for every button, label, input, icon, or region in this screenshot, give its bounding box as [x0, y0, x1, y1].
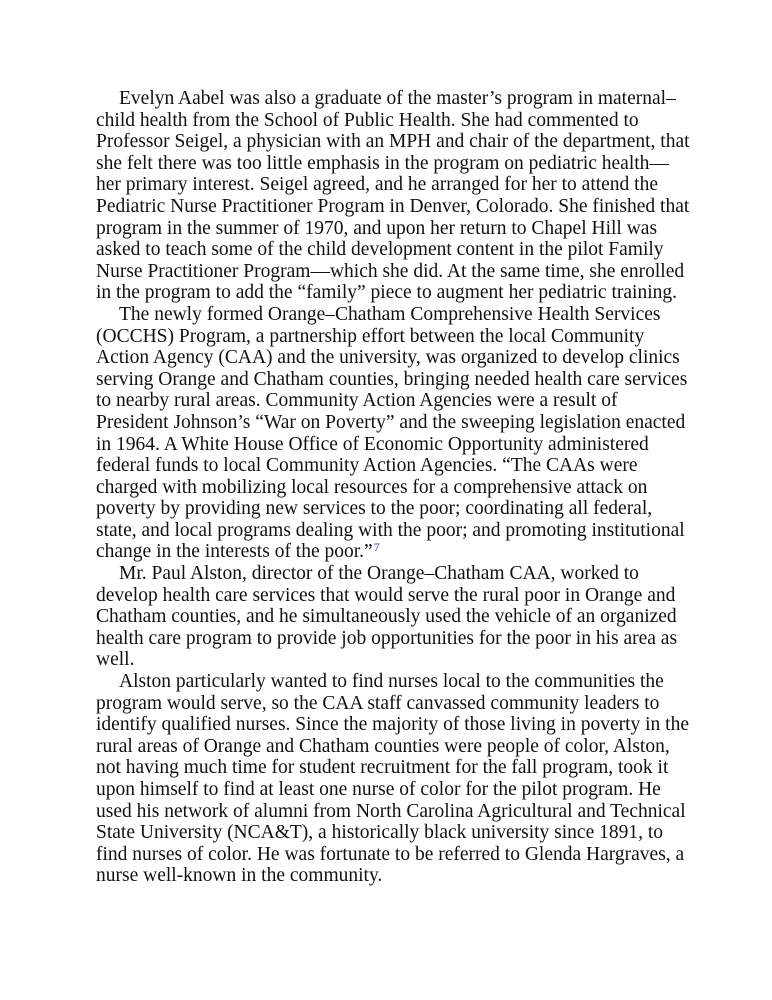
text-line: program would serve, so the CAA staff canvassed community leaders to — [96, 692, 660, 714]
text-line: find nurses of color. He was fortunate to be referred to Glenda Hargraves, a — [96, 843, 685, 865]
text-line: her primary interest. Seigel agreed, and he arranged for her to attend the — [96, 174, 659, 196]
text-line: program in the summer of 1970, and upon her return to Chapel Hill was — [96, 217, 658, 239]
text-line: Nurse Practitioner Program—which she did. At the same time, she enrolled — [96, 260, 685, 282]
text-line: Chatham counties, and he simultaneously used the vehicle of an organized — [96, 606, 677, 628]
text-line: asked to teach some of the child development content in the pilot Family — [96, 239, 664, 261]
text-line: upon himself to find at least one nurse of color for the pilot program. He — [96, 779, 661, 800]
text-line: state, and local programs dealing with the poor; and promoting institutional — [96, 519, 685, 541]
text-line: well. — [96, 649, 135, 671]
text-line: to nearby rural areas. Community Action Agencies were a result of — [96, 390, 618, 412]
paragraph-nurse-recruitment — [96, 671, 690, 887]
text-line: Evelyn Aabel was also a graduate of the master’s program in maternal– — [119, 88, 676, 109]
text-line: not having much time for student recruitment for the fall program, took it — [96, 757, 669, 779]
text-line: rural areas of Orange and Chatham counties were people of color, Alston, — [96, 735, 670, 757]
text-line: nurse well-known in the community. — [96, 865, 383, 887]
document-page — [96, 88, 690, 887]
text-line: in the program to add the “family” piece to augment her pediatric training. — [96, 282, 677, 304]
text-line: serving Orange and Chatham counties, bringing needed health care services — [96, 368, 688, 390]
paragraph-occhs-program — [96, 303, 688, 563]
text-line: charged with mobilizing local resources for a comprehensive attack on — [96, 476, 648, 498]
text-line: The newly formed Orange–Chatham Comprehensive Health Services — [119, 303, 661, 325]
text-line: in 1964. A White House Office of Economic Opportunity administered — [96, 433, 649, 455]
text-line: federal funds to local Community Action Agencies. “The CAAs were — [96, 455, 638, 477]
text-line-with-footnote — [96, 541, 680, 563]
text-line: she felt there was too little emphasis in the program on pediatric health— — [96, 152, 669, 174]
footnote-reference-link[interactable]: 7 — [373, 540, 380, 555]
text-line: (OCCHS) Program, a partnership effort between the local Community — [96, 325, 645, 347]
text-line: change in the interests of the poor.” — [96, 541, 373, 563]
text-line: State University (NCA&T), a historically black university since 1891, to — [96, 822, 664, 844]
text-line: used his network of alumni from North Carolina Agricultural and Technical — [96, 800, 686, 822]
text-line: identify qualified nurses. Since the majority of those living in poverty in the — [96, 714, 690, 736]
text-line: Alston particularly wanted to find nurses local to the communities the — [119, 671, 664, 693]
text-line: President Johnson’s “War on Poverty” and the sweeping legislation enacted — [96, 411, 686, 433]
text-line: develop health care services that would serve the rural poor in Orange and — [96, 584, 676, 606]
text-line: health care program to provide job opportunities for the poor in his area as — [96, 627, 678, 649]
text-line: Pediatric Nurse Practitioner Program in Denver, Colorado. She finished that — [96, 195, 690, 217]
text-line: Action Agency (CAA) and the university, was organized to develop clinics — [96, 347, 680, 369]
paragraph-paul-alston — [96, 563, 680, 671]
text-line: child health from the School of Public Health. She had commented to — [96, 109, 639, 131]
text-line: Professor Seigel, a physician with an MPH and chair of the department, that — [96, 131, 690, 153]
paragraph-evelyn-aabel — [96, 88, 690, 304]
text-line: poverty by providing new services to the poor; coordinating all federal, — [96, 498, 653, 520]
text-line: Mr. Paul Alston, director of the Orange–Chatham CAA, worked to — [119, 563, 639, 585]
